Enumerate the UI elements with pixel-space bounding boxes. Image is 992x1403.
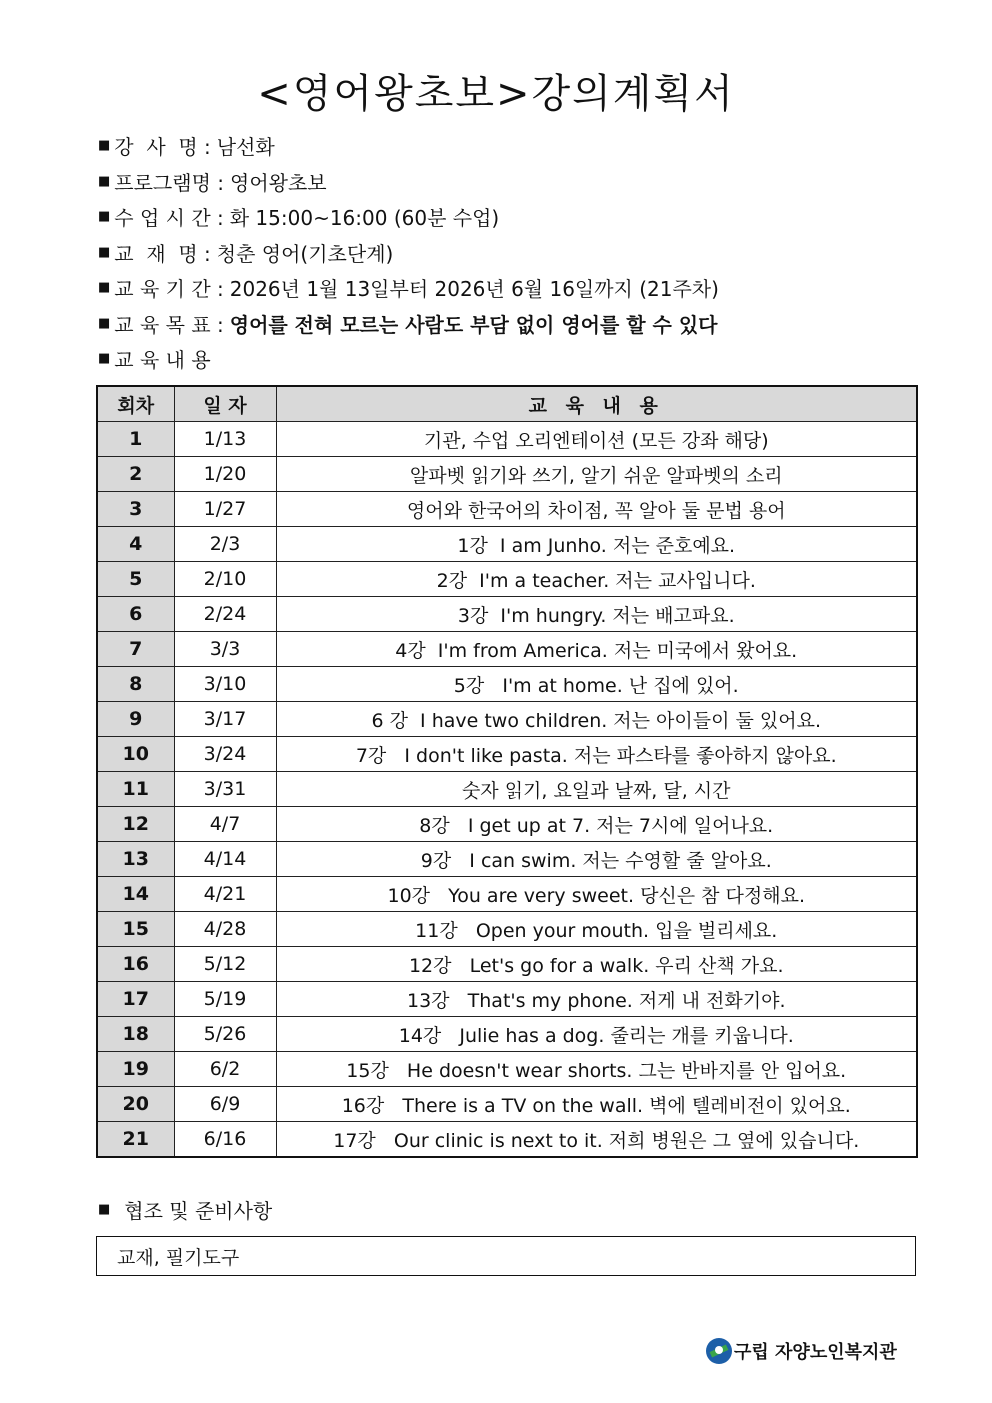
header-content: 교 육 내 용 <box>276 386 917 422</box>
row-date: 4/7 <box>174 807 276 842</box>
row-content: 17강 Our clinic is next to it. 저희 병원은 그 옆에 있습니다. <box>276 1122 917 1158</box>
schedule-body <box>97 422 917 1158</box>
row-date: 4/28 <box>174 912 276 947</box>
info-value: 화 15:00~16:00 (60분 수업) <box>229 206 500 231</box>
row-date: 6/2 <box>174 1052 276 1087</box>
row-date: 2/10 <box>174 562 276 597</box>
row-date: 2/24 <box>174 597 276 632</box>
row-content: 3강 I'm hungry. 저는 배고파요. <box>276 597 917 632</box>
row-content: 4강 I'm from America. 저는 미국에서 왔어요. <box>276 632 917 667</box>
row-date: 1/20 <box>174 457 276 492</box>
row-date: 4/21 <box>174 877 276 912</box>
page-title: <영어왕초보>강의계획서 <box>257 71 735 117</box>
table-row <box>97 807 917 842</box>
info-program <box>98 164 918 200</box>
info-period <box>98 270 918 306</box>
row-date: 6/9 <box>174 1087 276 1122</box>
row-round: 18 <box>97 1017 174 1052</box>
row-content: 영어와 한국어의 차이점, 꼭 알아 둘 문법 용어 <box>276 492 917 527</box>
table-row <box>97 947 917 982</box>
row-round: 5 <box>97 562 174 597</box>
row-content: 12강 Let's go for a walk. 우리 산책 가요. <box>276 947 917 982</box>
row-content: 10강 You are very sweet. 당신은 참 다정해요. <box>276 877 917 912</box>
bullet-icon: ■ <box>98 280 111 296</box>
row-content: 15강 He doesn't wear shorts. 그는 반바지를 안 입어요. <box>276 1052 917 1087</box>
welfare-center-logo-icon <box>706 1338 732 1364</box>
row-content: 2강 I'm a teacher. 저는 교사입니다. <box>276 562 917 597</box>
info-label: 교 재 명 : <box>114 241 211 266</box>
table-row <box>97 842 917 877</box>
table-row <box>97 597 917 632</box>
row-round: 11 <box>97 772 174 807</box>
table-row <box>97 1017 917 1052</box>
table-row <box>97 1087 917 1122</box>
row-content: 13강 That's my phone. 저게 내 전화기야. <box>276 982 917 1017</box>
row-round: 4 <box>97 527 174 562</box>
row-date: 6/16 <box>174 1122 276 1158</box>
prep-heading-text: 협조 및 준비사항 <box>124 1199 273 1223</box>
row-round: 15 <box>97 912 174 947</box>
bullet-icon: ■ <box>98 209 111 225</box>
row-round: 9 <box>97 702 174 737</box>
row-content: 1강 I am Junho. 저는 준호예요. <box>276 527 917 562</box>
row-content: 7강 I don't like pasta. 저는 파스타를 좋아하지 않아요. <box>276 737 917 772</box>
row-date: 1/27 <box>174 492 276 527</box>
header-date: 일 자 <box>174 386 276 422</box>
table-row <box>97 1052 917 1087</box>
row-content: 숫자 읽기, 요일과 날짜, 달, 시간 <box>276 772 917 807</box>
row-content: 6 강 I have two children. 저는 아이들이 둘 있어요. <box>276 702 917 737</box>
row-round: 13 <box>97 842 174 877</box>
row-date: 3/3 <box>174 632 276 667</box>
footer <box>706 1338 897 1364</box>
bullet-icon: ■ <box>98 1202 111 1217</box>
table-row <box>97 982 917 1017</box>
table-row <box>97 632 917 667</box>
info-class-time <box>98 199 918 235</box>
bullet-icon: ■ <box>98 351 111 367</box>
row-round: 10 <box>97 737 174 772</box>
info-label: 교 육 목 표 : <box>114 312 224 337</box>
table-row <box>97 1122 917 1158</box>
row-date: 3/10 <box>174 667 276 702</box>
table-row <box>97 877 917 912</box>
row-content: 기관, 수업 오리엔테이션 (모든 강좌 해당) <box>276 422 917 457</box>
table-header-row <box>97 386 917 422</box>
info-label: 강 사 명 : <box>114 135 211 160</box>
info-content-heading <box>98 341 918 377</box>
table-row <box>97 562 917 597</box>
row-date: 3/24 <box>174 737 276 772</box>
info-value: 남선화 <box>216 135 275 160</box>
row-round: 19 <box>97 1052 174 1087</box>
table-row <box>97 492 917 527</box>
row-date: 2/3 <box>174 527 276 562</box>
prep-box <box>96 1236 916 1276</box>
row-round: 2 <box>97 457 174 492</box>
row-round: 12 <box>97 807 174 842</box>
row-round: 3 <box>97 492 174 527</box>
table-row <box>97 457 917 492</box>
row-round: 16 <box>97 947 174 982</box>
schedule-table <box>96 385 918 1158</box>
table-row <box>97 912 917 947</box>
row-round: 20 <box>97 1087 174 1122</box>
table-row <box>97 702 917 737</box>
info-instructor <box>98 128 918 164</box>
row-content: 14강 Julie has a dog. 줄리는 개를 키웁니다. <box>276 1017 917 1052</box>
row-content: 9강 I can swim. 저는 수영할 줄 알아요. <box>276 842 917 877</box>
row-round: 17 <box>97 982 174 1017</box>
table-row <box>97 772 917 807</box>
info-label: 교 육 기 간 : <box>114 277 224 302</box>
row-date: 1/13 <box>174 422 276 457</box>
table-row <box>97 737 917 772</box>
bullet-icon: ■ <box>98 244 111 260</box>
table-row <box>97 422 917 457</box>
prep-content: 교재, 필기도구 <box>117 1246 240 1269</box>
info-section <box>98 128 918 377</box>
row-date: 5/26 <box>174 1017 276 1052</box>
header-round: 회차 <box>97 386 174 422</box>
row-round: 7 <box>97 632 174 667</box>
info-textbook <box>98 235 918 271</box>
row-round: 8 <box>97 667 174 702</box>
row-round: 14 <box>97 877 174 912</box>
info-goal-value: 영어를 전혀 모르는 사람도 부담 없이 영어를 할 수 있다 <box>229 312 718 337</box>
row-round: 6 <box>97 597 174 632</box>
table-row <box>97 527 917 562</box>
row-content: 5강 I'm at home. 난 집에 있어. <box>276 667 917 702</box>
row-date: 4/14 <box>174 842 276 877</box>
row-date: 5/12 <box>174 947 276 982</box>
row-round: 1 <box>97 422 174 457</box>
row-content: 16강 There is a TV on the wall. 벽에 텔레비전이 있어요. <box>276 1087 917 1122</box>
row-round: 21 <box>97 1122 174 1158</box>
prep-heading <box>98 1195 272 1224</box>
info-value: 청춘 영어(기초단계) <box>216 241 394 266</box>
bullet-icon: ■ <box>98 315 111 331</box>
bullet-icon: ■ <box>98 173 111 189</box>
row-date: 5/19 <box>174 982 276 1017</box>
row-content: 11강 Open your mouth. 입을 벌리세요. <box>276 912 917 947</box>
info-label: 프로그램명 : <box>114 170 224 195</box>
info-label: 수 업 시 간 : <box>114 206 224 231</box>
table-row <box>97 667 917 702</box>
info-value: 영어왕초보 <box>230 170 327 195</box>
row-content: 8강 I get up at 7. 저는 7시에 일어나요. <box>276 807 917 842</box>
row-content: 알파벳 읽기와 쓰기, 알기 쉬운 알파벳의 소리 <box>276 457 917 492</box>
org-name: 구립 자양노인복지관 <box>734 1342 897 1363</box>
info-label: 교 육 내 용 <box>114 348 211 373</box>
row-date: 3/17 <box>174 702 276 737</box>
info-value: 2026년 1월 13일부터 2026년 6월 16일까지 (21주차) <box>229 277 719 302</box>
info-goal <box>98 306 918 342</box>
bullet-icon: ■ <box>98 138 111 154</box>
row-date: 3/31 <box>174 772 276 807</box>
